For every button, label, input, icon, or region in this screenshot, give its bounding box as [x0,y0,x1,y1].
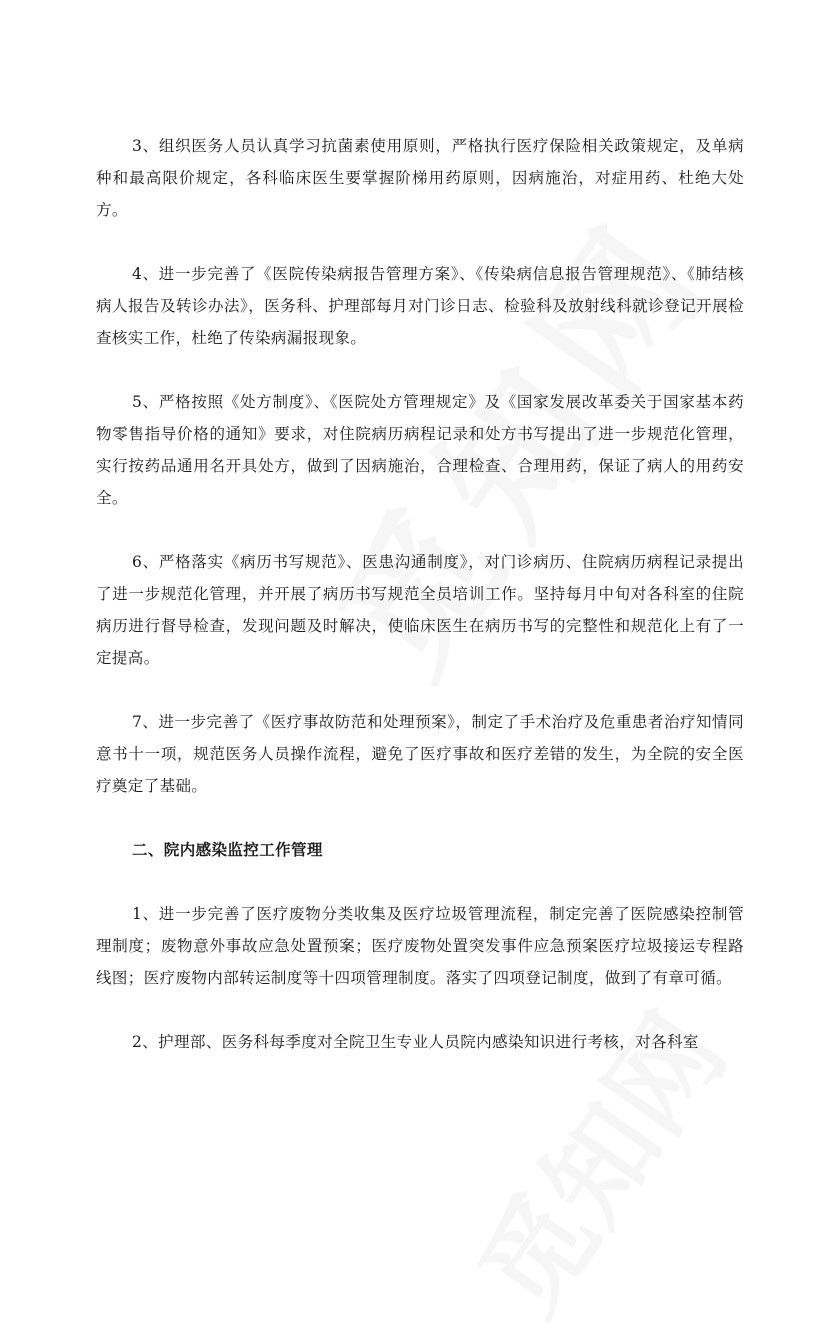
section-paragraph-1: 1、进一步完善了医疗废物分类收集及医疗垃圾管理流程，制定完善了医院感染控制管理制度；废物意外事故应急处置预案；医疗废物处置突发事件应急预案医疗垃圾接运专程路线图；医疗废物内部转运制度等十四项管理制度。落实了四项登记制度，做到了有章可循。 [96,905,744,987]
paragraph-3: 3、组织医务人员认真学习抗菌素使用原则，严格执行医疗保险相关政策规定，及单病种和最高限价规定，各科临床医生要掌握阶梯用药原则，因病施治，对症用药、杜绝大处方。 [96,137,744,219]
document-body [96,130,744,1090]
section-heading: 二、院内感染监控工作管理 [132,840,323,859]
paragraph-4: 4、进一步完善了《医院传染病报告管理方案》、《传染病信息报告管理规范》、《肺结核病人报告及转诊办法》，医务科、护理部每月对门诊日志、检验科及放射线科就诊登记开展检查核实工作，杜绝了传染病漏报现象。 [96,265,744,347]
paragraph-7: 7、进一步完善了《医疗事故防范和处理预案》，制定了手术治疗及危重患者治疗知情同意书十一项，规范医务人员操作流程，避免了医疗事故和医疗差错的发生，为全院的安全医疗奠定了基础。 [96,713,744,795]
paragraph-6: 6、严格落实《病历书写规范》、医患沟通制度》，对门诊病历、住院病历病程记录提出了进一步规范化管理，并开展了病历书写规范全员培训工作。坚持每月中旬对各科室的住院病历进行督导检查，发现问题及时解决，使临床医生在病历书写的完整性和规范化上有了一定提高。 [96,553,744,667]
section-paragraph-2: 2、护理部、医务科每季度对全院卫生专业人员院内感染知识进行考核，对各科室 [132,1033,699,1051]
paragraph-5: 5、严格按照《处方制度》、《医院处方管理规定》及《国家发展改革委关于国家基本药物零售指导价格的通知》要求，对住院病历病程记录和处方书写提出了进一步规范化管理，实行按药品通用名开具处方，做到了因病施治，合理检查、合理用药，保证了病人的用药安全。 [96,393,744,507]
